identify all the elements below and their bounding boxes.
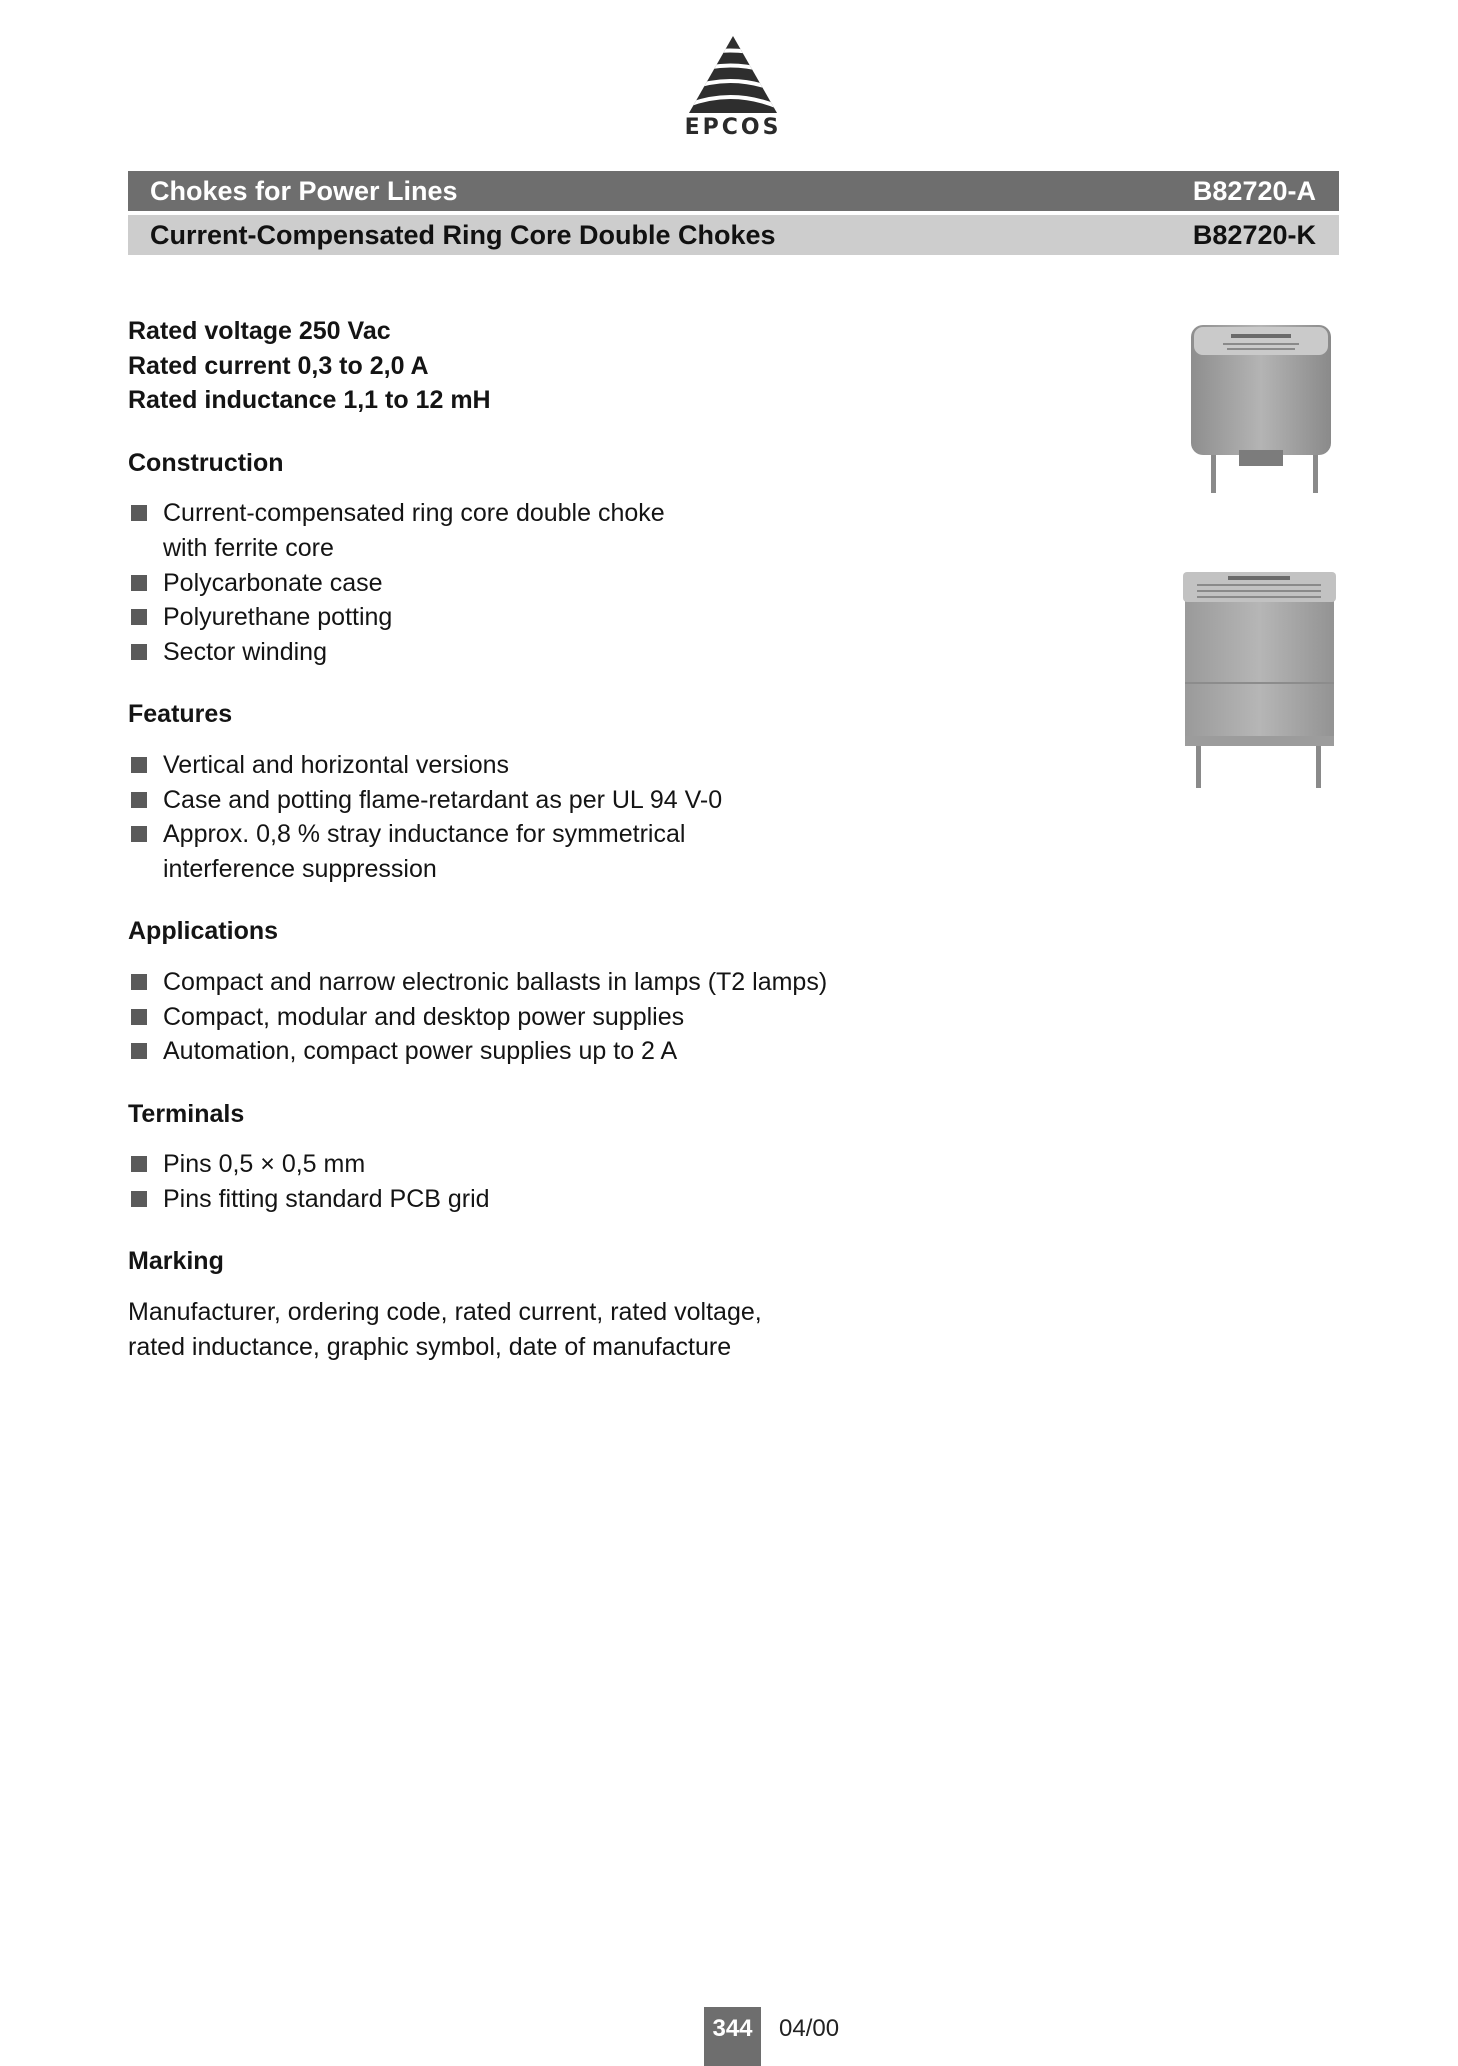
bullet-list (128, 1147, 1128, 1216)
main-content (128, 314, 1128, 1364)
section-heading: Applications (128, 917, 279, 946)
list-item-text: Sector winding (163, 637, 327, 666)
section-terminals (128, 1097, 1128, 1217)
rated-current: Rated current 0,3 to 2,0 A (128, 351, 429, 380)
page-date: 04/00 (779, 2015, 840, 2042)
bullet-square-icon (131, 1043, 147, 1059)
list-item (128, 1034, 1128, 1069)
bullet-square-icon (131, 609, 147, 625)
product-photo-horizontal-choke (1183, 322, 1339, 493)
series-title: Chokes for Power Lines (150, 175, 458, 206)
section-applications (128, 914, 1128, 1068)
list-item (128, 783, 1128, 818)
list-item-text: Compact and narrow electronic ballasts in lamps (T2 lamps) (163, 967, 828, 996)
ratings-block (128, 314, 1128, 418)
section-heading: Terminals (128, 1099, 245, 1128)
product-photo-vertical-choke (1183, 570, 1336, 788)
list-item (128, 1147, 1128, 1182)
list-item (128, 1000, 1128, 1035)
bullet-square-icon (131, 575, 147, 591)
list-item-text: Vertical and horizontal versions (163, 750, 510, 779)
section-marking (128, 1244, 1128, 1364)
bullet-square-icon (131, 826, 147, 842)
section-features (128, 697, 1128, 886)
list-item-text: Compact, modular and desktop power supplies (163, 1002, 685, 1031)
bullet-list (128, 965, 1128, 1069)
section-heading: Construction (128, 448, 284, 477)
list-item-text: Approx. 0,8 % stray inductance for symmetrical interference suppression (163, 820, 686, 883)
list-item (128, 965, 1128, 1000)
section-heading: Marking (128, 1247, 224, 1276)
product-title: Current-Compensated Ring Core Double Chokes (150, 219, 776, 250)
list-item-text: Pins 0,5 × 0,5 mm (163, 1150, 366, 1179)
list-item-text: Polyurethane potting (163, 603, 393, 632)
list-item (128, 635, 1128, 670)
list-item (128, 496, 1128, 565)
bullet-square-icon (131, 974, 147, 990)
section-construction (128, 446, 1128, 670)
header-bar-series (128, 171, 1339, 211)
list-item (128, 1182, 1128, 1217)
section-heading: Features (128, 700, 233, 729)
bullet-square-icon (131, 1009, 147, 1025)
list-item (128, 817, 1128, 886)
bullet-list (128, 496, 1128, 669)
list-item (128, 566, 1128, 601)
bullet-square-icon (131, 644, 147, 660)
list-item (128, 600, 1128, 635)
epcos-logo (669, 35, 797, 147)
list-item-text: Current-compensated ring core double choke with ferrite core (163, 499, 665, 562)
bullet-square-icon (131, 757, 147, 773)
header-bar-product (128, 215, 1339, 255)
rated-voltage: Rated voltage 250 Vac (128, 317, 391, 345)
bullet-square-icon (131, 505, 147, 521)
logo-text: EPCOS (684, 115, 782, 140)
list-item-text: Case and potting flame-retardant as per UL 94 V-0 (163, 785, 723, 814)
rated-inductance: Rated inductance 1,1 to 12 mH (128, 386, 491, 415)
epcos-logo-icon (688, 35, 778, 115)
part-number-k: B82720-K (1192, 219, 1316, 250)
marking-paragraph: Manufacturer, ordering code, rated current, rated voltage, rated inductance, graphic symbol, date of manufacture (128, 1298, 762, 1361)
bullet-square-icon (131, 1156, 147, 1172)
list-item-text: Pins fitting standard PCB grid (163, 1184, 490, 1213)
list-item-text: Polycarbonate case (163, 568, 383, 597)
bullet-list (128, 748, 1128, 886)
page-number: 344 (704, 2007, 761, 2066)
list-item-text: Automation, compact power supplies up to 2 A (163, 1037, 678, 1066)
bullet-square-icon (131, 1191, 147, 1207)
list-item (128, 748, 1128, 783)
part-number-a: B82720-A (1192, 175, 1316, 206)
bullet-square-icon (131, 792, 147, 808)
